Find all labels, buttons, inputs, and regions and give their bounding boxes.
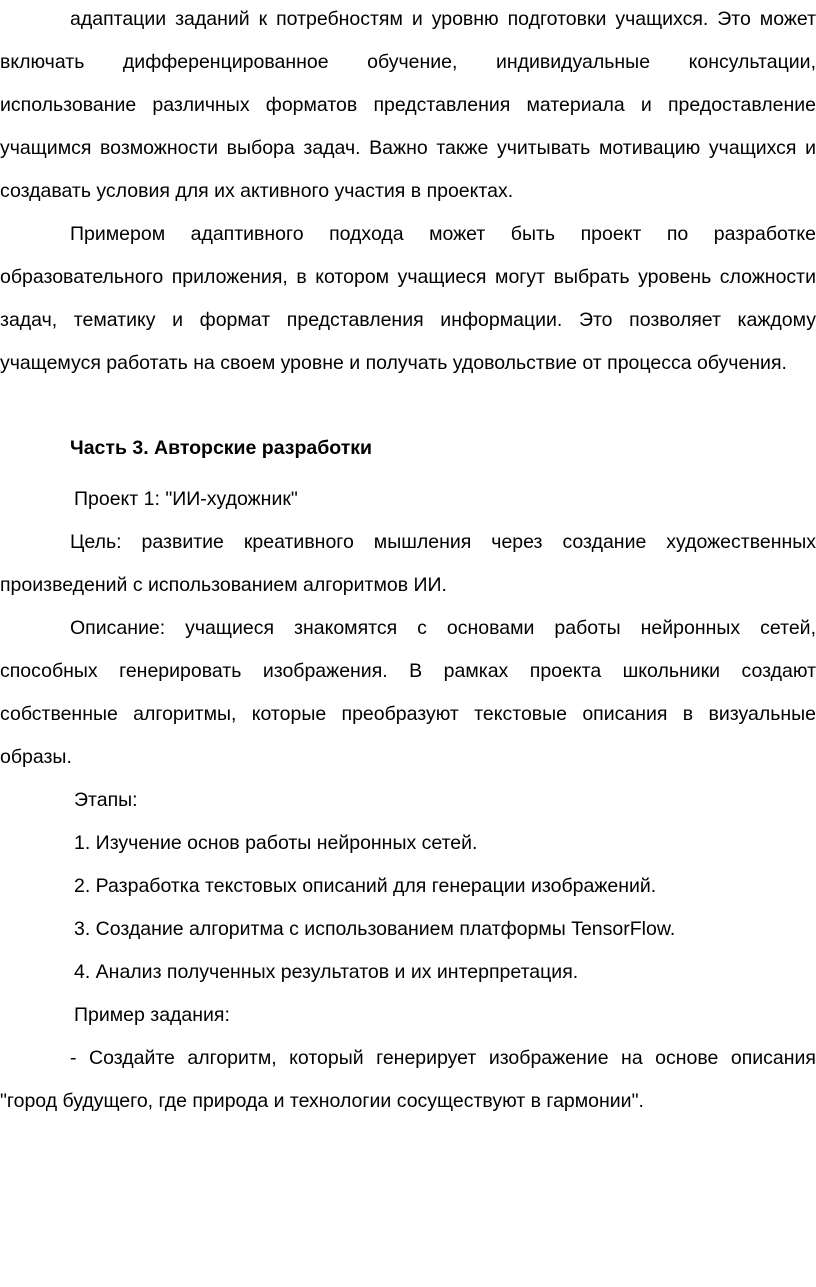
- section-heading: Часть 3. Авторские разработки: [70, 437, 373, 459]
- stage-item-3: 3. Создание алгоритма с использованием платформы TensorFlow.: [74, 918, 676, 940]
- project-goal: Цель: развитие креативного мышления через создание художественных произведений с использованием алгоритмов ИИ.: [0, 531, 816, 596]
- example-task: - Создайте алгоритм, который генерирует изображение на основе описания "город будущего, где природа и технологии сосуществуют в гармонии".: [0, 1047, 816, 1112]
- stage-item-1: 1. Изучение основ работы нейронных сетей.: [74, 832, 478, 854]
- project-description: Описание: учащиеся знакомятся с основами работы нейронных сетей, способных генерировать изображения. В рамках проекта школьники создают собственные алгоритмы, которые преобразуют текстовые описания в визуальные образы.: [0, 617, 816, 768]
- project-title: Проект 1: "ИИ-художник": [74, 488, 298, 510]
- section-spacer: [0, 385, 816, 427]
- paragraph-adaptive-example: Примером адаптивного подхода может быть проект по разработке образовательного приложения, в котором учащиеся могут выбрать уровень сложности задач, тематику и формат представления информации. Это позволяет каждому учащемуся работать на своем уровне и получать удовольствие от процесса обучения.: [0, 223, 816, 374]
- stage-item-2: 2. Разработка текстовых описаний для генерации изображений.: [74, 875, 657, 897]
- stages-label: Этапы:: [74, 789, 138, 811]
- paragraph-adaptation: адаптации заданий к потребностям и уровню подготовки учащихся. Это может включать дифференцированное обучение, индивидуальные консультации, использование различных форматов представления материала и предоставление учащимся возможности выбора задач. Важно также учитывать мотивацию учащихся и создавать условия для их активного участия в проектах.: [0, 8, 816, 202]
- stage-item-4: 4. Анализ полученных результатов и их интерпретация.: [74, 961, 579, 983]
- example-label: Пример задания:: [74, 1004, 230, 1026]
- heading-spacer: [0, 470, 816, 478]
